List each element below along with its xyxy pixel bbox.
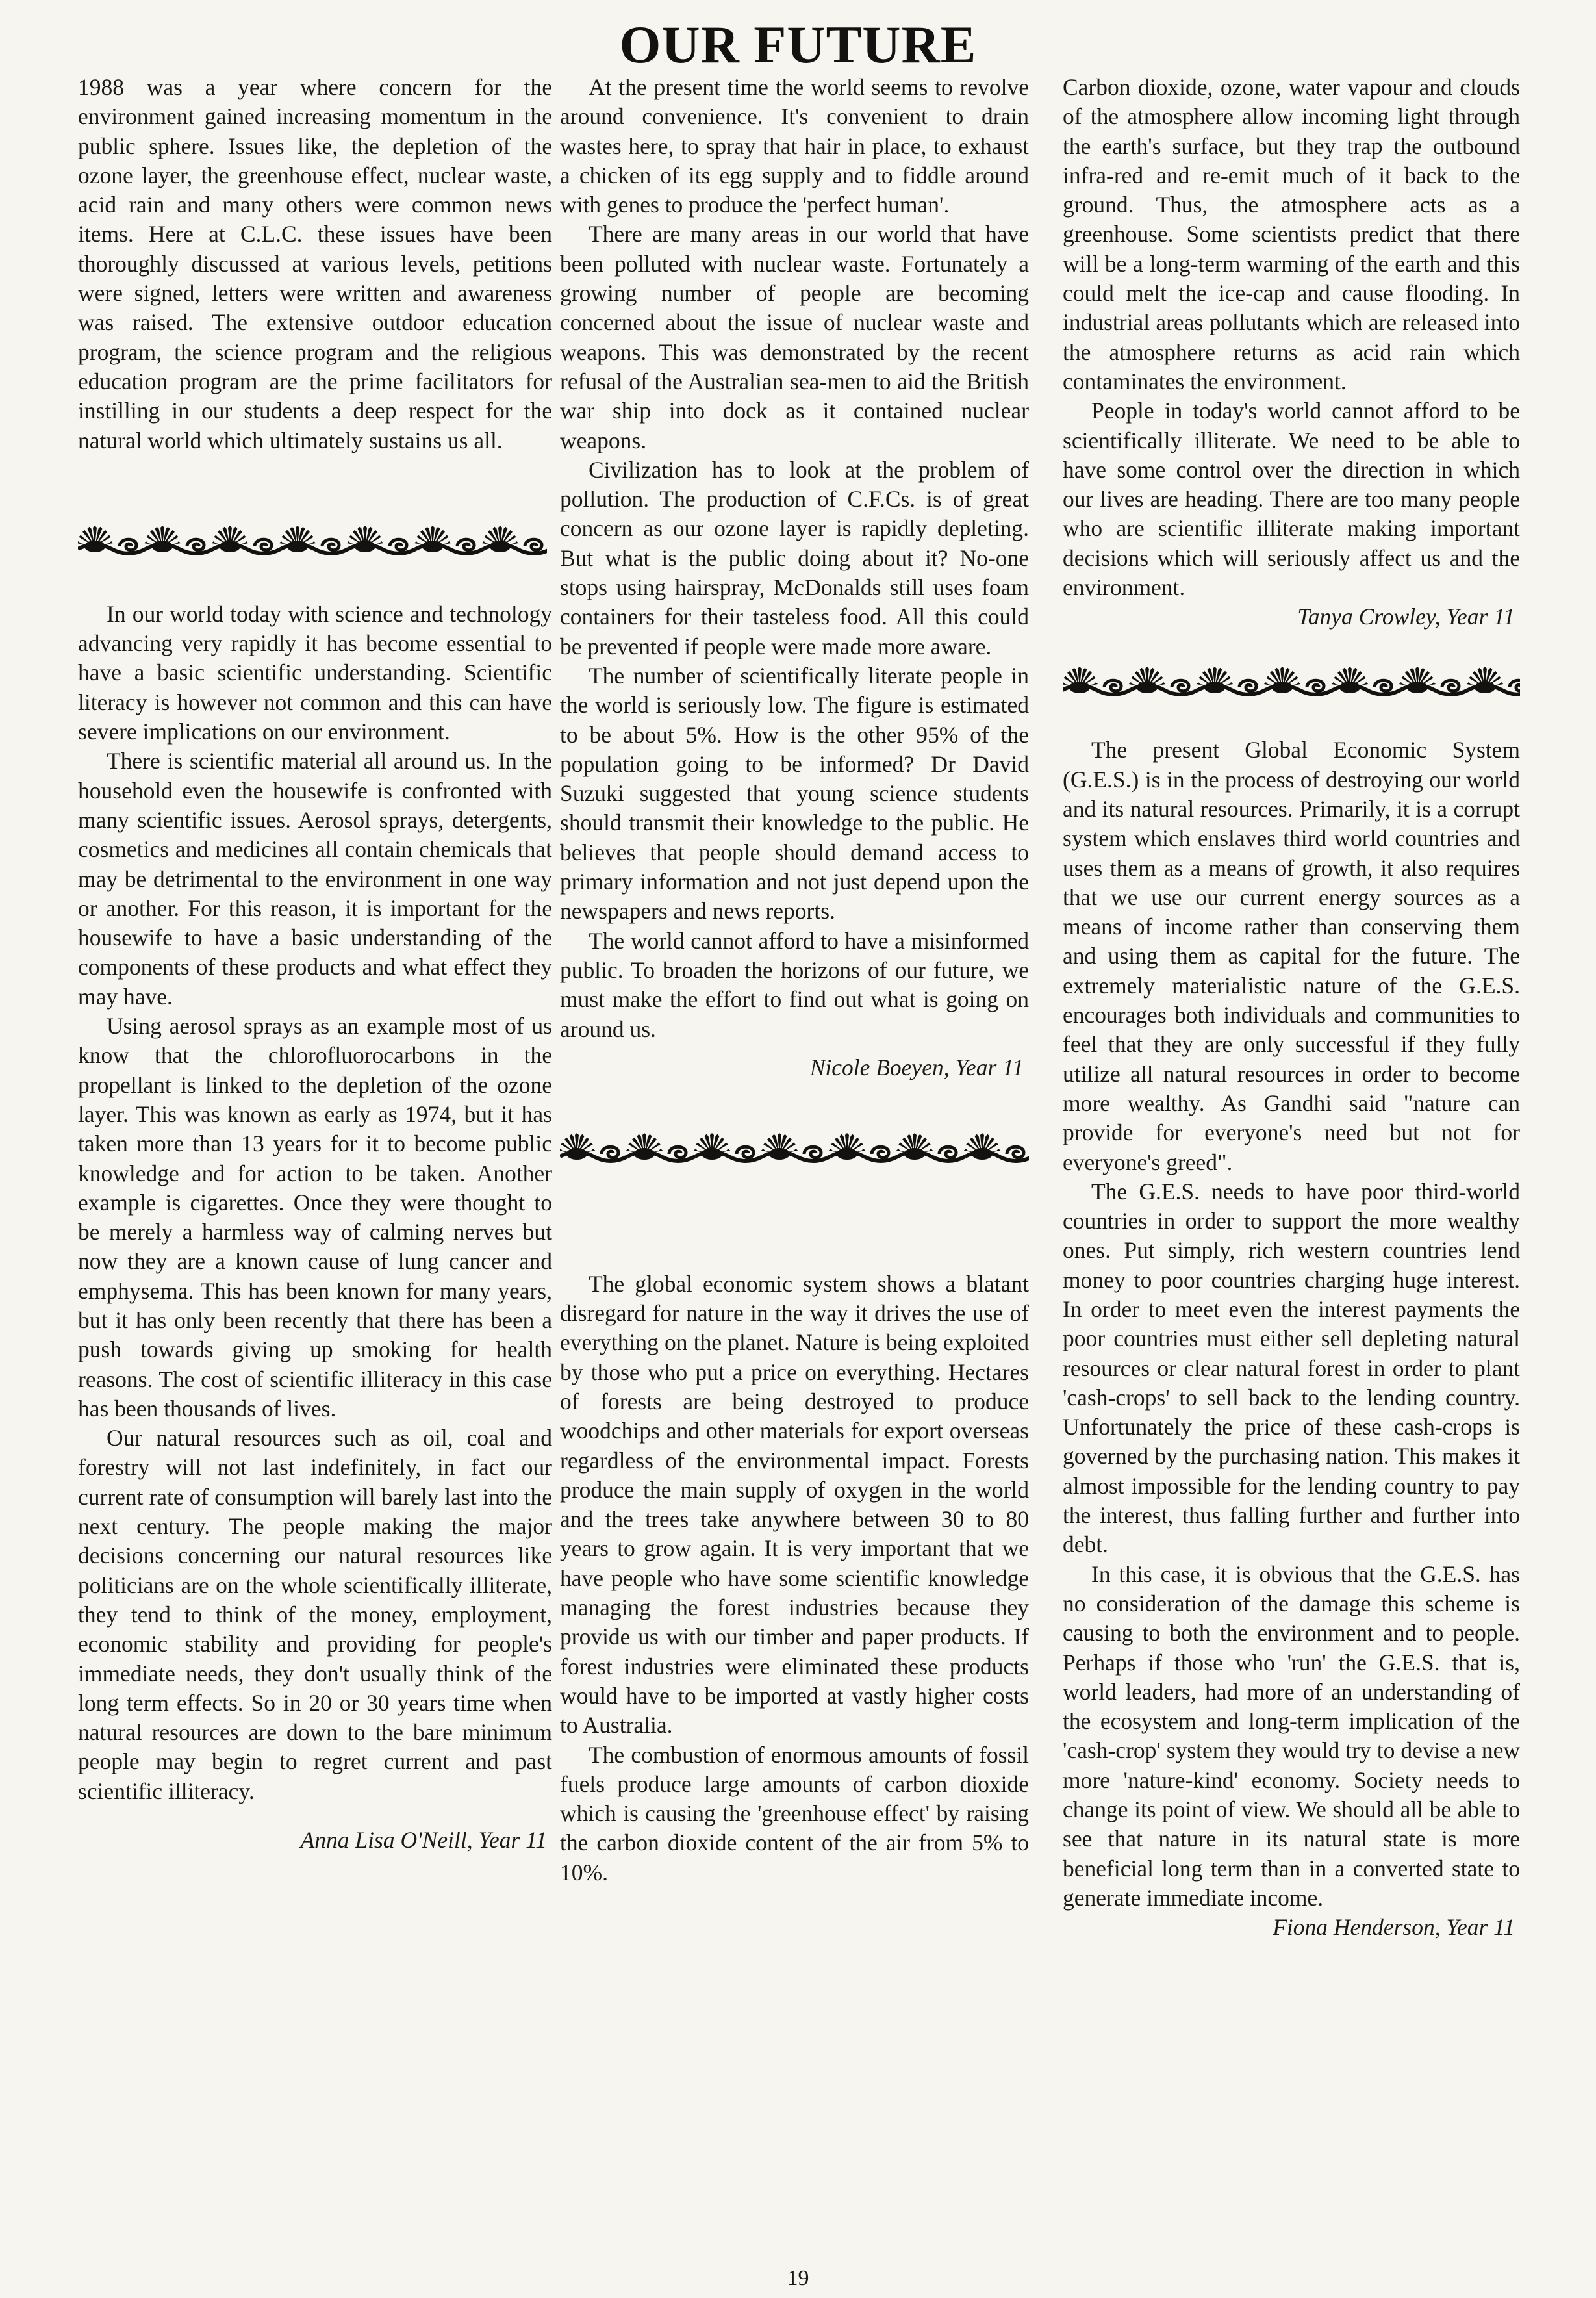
paragraph: At the present time the world seems to revolve around convenience. It's convenient to drain wastes here, to spray that hair in place, to exhaust a chicken of its egg supply and to fiddle around with genes to produce the 'perfect human'.: [560, 74, 1029, 218]
article-intro: [78, 73, 552, 455]
paragraph: The G.E.S. needs to have poor third-world countries in order to support the more wealthy ones. Put simply, rich western countries lend money to poor countries charging huge interest. In order to meet even the interest payments the poor countries must either sell depleting natural resources or clear natural forest in order to plant 'cash-crops' to sell back to the lending country. Unfortunately the price of these cash-crops is governed by the purchasing nation. This makes it almost impossible for the lending country to pay the interest, thus falling further and further into debt.: [1063, 1178, 1520, 1558]
paragraph: Carbon dioxide, ozone, water vapour and clouds of the atmosphere allow incoming light through the earth's surface, but they trap the outbound infra-red and re-emit much of it back to the ground. Thus, the atmosphere acts as a greenhouse. Some scientists predict that there will be a long-term warming of the earth and this could melt the ice-cap and cause flooding. In industrial areas pollutants which are released into the atmosphere returns as acid rain which contaminates the environment.: [1063, 74, 1520, 394]
ornamental-divider: [1063, 661, 1520, 699]
paragraph: There are many areas in our world that have been polluted with nuclear waste. Fortunately a growing number of people are becoming concerned about the issue of nuclear waste and weapons. This was demonstrated by the recent refusal of the Australian sea-men to aid the British war ship into dock as it contained nuclear weapons.: [560, 221, 1029, 453]
column-middle: [560, 73, 1029, 2230]
article-henderson: [1063, 735, 1520, 1942]
ornament-border-icon: [1063, 661, 1520, 699]
ornamental-divider: [560, 1128, 1029, 1166]
article-boeyen: [560, 73, 1029, 1082]
page-title: OUR FUTURE: [619, 15, 977, 74]
article-oneill: [78, 600, 552, 1855]
page-number: 19: [787, 2266, 809, 2290]
paragraph: 1988 was a year where concern for the environment gained increasing momentum in the public sphere. Issues like, the depletion of the ozone layer, the greenhouse effect, nuclear waste, acid rain and many others were common news items. Here at C.L.C. these issues have been thoroughly discussed at various levels, petitions were signed, letters were written and awareness was raised. The extensive outdoor education program, the science program and the religious education program are the prime facilitators for instilling in our students a deep respect for the natural world which ultimately sustains us all.: [78, 74, 552, 453]
paragraph: The number of scientifically literate people in the world is seriously low. The figure is estimated to be about 5%. How is the other 95% of the population going to be informed? Dr David Suzuki suggested that young science students should transmit their knowledge to the public. He believes that people should demand access to primary information and not just depend upon the newspapers and news reports.: [560, 662, 1029, 925]
paragraph: The global economic system shows a blatant disregard for nature in the way it drives the use of everything on the planet. Nature is being exploited by those who put a price on everything. Hectares of forests are being destroyed to produce woodchips and other materials for export overseas regardless of the environmental impact. Forests produce the main supply of oxygen in the world and the trees take anywhere between 30 to 80 years to grow again. It is very important that we have people who have some scientific knowledge managing the forest industries because they provide us with our timber and paper products. If forest industries were eliminated these products would have to be imported at vastly higher costs to Australia.: [560, 1270, 1029, 1739]
article-crowley: [560, 1270, 1029, 1887]
paragraph: Our natural resources such as oil, coal and forestry will not last indefinitely, in fact our current rate of consumption will barely last into the next century. The people making the major decisions concerning our natural resources like politicians are on the whole scientifically illiterate, they tend to think of the money, employment, economic stability and providing for people's immediate needs, they don't usually think of the long term effects. So in 20 or 30 years time when natural resources are down to the bare minimum people may begin to regret current and past scientific illiteracy.: [78, 1425, 552, 1804]
paragraph: Civilization has to look at the problem of pollution. The production of C.F.Cs. is of great concern as our ozone layer is rapidly depleting. But what is the public doing about it? No-one stops using hairspray, McDonalds still uses foam containers for their tasteless food. All this could be prevented if people were made more aware.: [560, 456, 1029, 659]
byline: Fiona Henderson, Year 11: [1273, 1914, 1515, 1941]
paragraph: In this case, it is obvious that the G.E.S. has no consideration of the damage this scheme is causing to both the environment and to people. Perhaps if those who 'run' the G.E.S. that is, world leaders, had more of an understanding of the ecosystem and long-term implication of the 'cash-crop' system they would try to devise a new more 'nature-kind' economy. Society needs to change its point of view. We should all be able to see that nature in its natural state is more beneficial long term than in a converted state to generate immediate income.: [1063, 1561, 1520, 1911]
column-right: [1063, 73, 1520, 2230]
paragraph: Using aerosol sprays as an example most of us know that the chlorofluorocarbons in the propellant is linked to the depletion of the ozone layer. This was known as early as 1974, but it has taken more than 13 years for it to become public knowledge and for action to be taken. Another example is cigarettes. Once they were thought to be merely a harmless way of calming nerves but now they are a known cause of lung cancer and emphysema. This has been known for many years, but it has only been recently that there has been a push towards giving up smoking for health reasons. The cost of scientific illiteracy in this case has been thousands of lives.: [78, 1013, 552, 1422]
column-left: [78, 73, 552, 2230]
paragraph: The present Global Economic System (G.E.S.) is in the process of destroying our world and its natural resources. Primarily, it is a corrupt system which enslaves third world countries and uses them as a means of growth, it also requires that we use our current energy sources as a means of income rather than conserving them and using them as capital for the future. The extremely materialistic nature of the G.E.S. encourages both individuals and communities to feel that they are only successful if they fully utilize all natural resources in order to become more wealthy. As Gandhi said "nature can provide for everyone's need but not for everyone's greed".: [1063, 737, 1520, 1175]
ornament-border-icon: [78, 520, 547, 558]
byline: Anna Lisa O'Neill, Year 11: [300, 1827, 547, 1854]
paragraph: There is scientific material all around us. In the household even the housewife is confronted with many scientific issues. Aerosol sprays, detergents, cosmetics and medicines all contain chemicals that may be detrimental to the environment in one way or another. For this reason, it is important for the housewife to have a basic understanding of the components of these products and what effect they may have.: [78, 748, 552, 1010]
article-crowley-continued: [1063, 73, 1520, 632]
byline: Tanya Crowley, Year 11: [1297, 604, 1515, 630]
paragraph: In our world today with science and technology advancing very rapidly it has become essential to have a basic scientific understanding. Scientific literacy is however not common and this can have severe implications on our environment.: [78, 600, 552, 745]
byline: Nicole Boeyen, Year 11: [809, 1054, 1024, 1080]
ornamental-divider: [78, 520, 552, 558]
paragraph: People in today's world cannot afford to be scientifically illiterate. We need to be able to have some control over the direction in which our lives are heading. There are too many people who are scientific illiterate making important decisions which will seriously affect us and the environment.: [1063, 398, 1520, 601]
ornament-border-icon: [560, 1128, 1029, 1166]
paragraph: The world cannot afford to have a misinformed public. To broaden the horizons of our future, we must make the effort to find out what is going on around us.: [560, 927, 1029, 1042]
paragraph: The combustion of enormous amounts of fossil fuels produce large amounts of carbon dioxide which is causing the 'greenhouse effect' by raising the carbon dioxide content of the air from 5% to 10%.: [560, 1741, 1029, 1885]
